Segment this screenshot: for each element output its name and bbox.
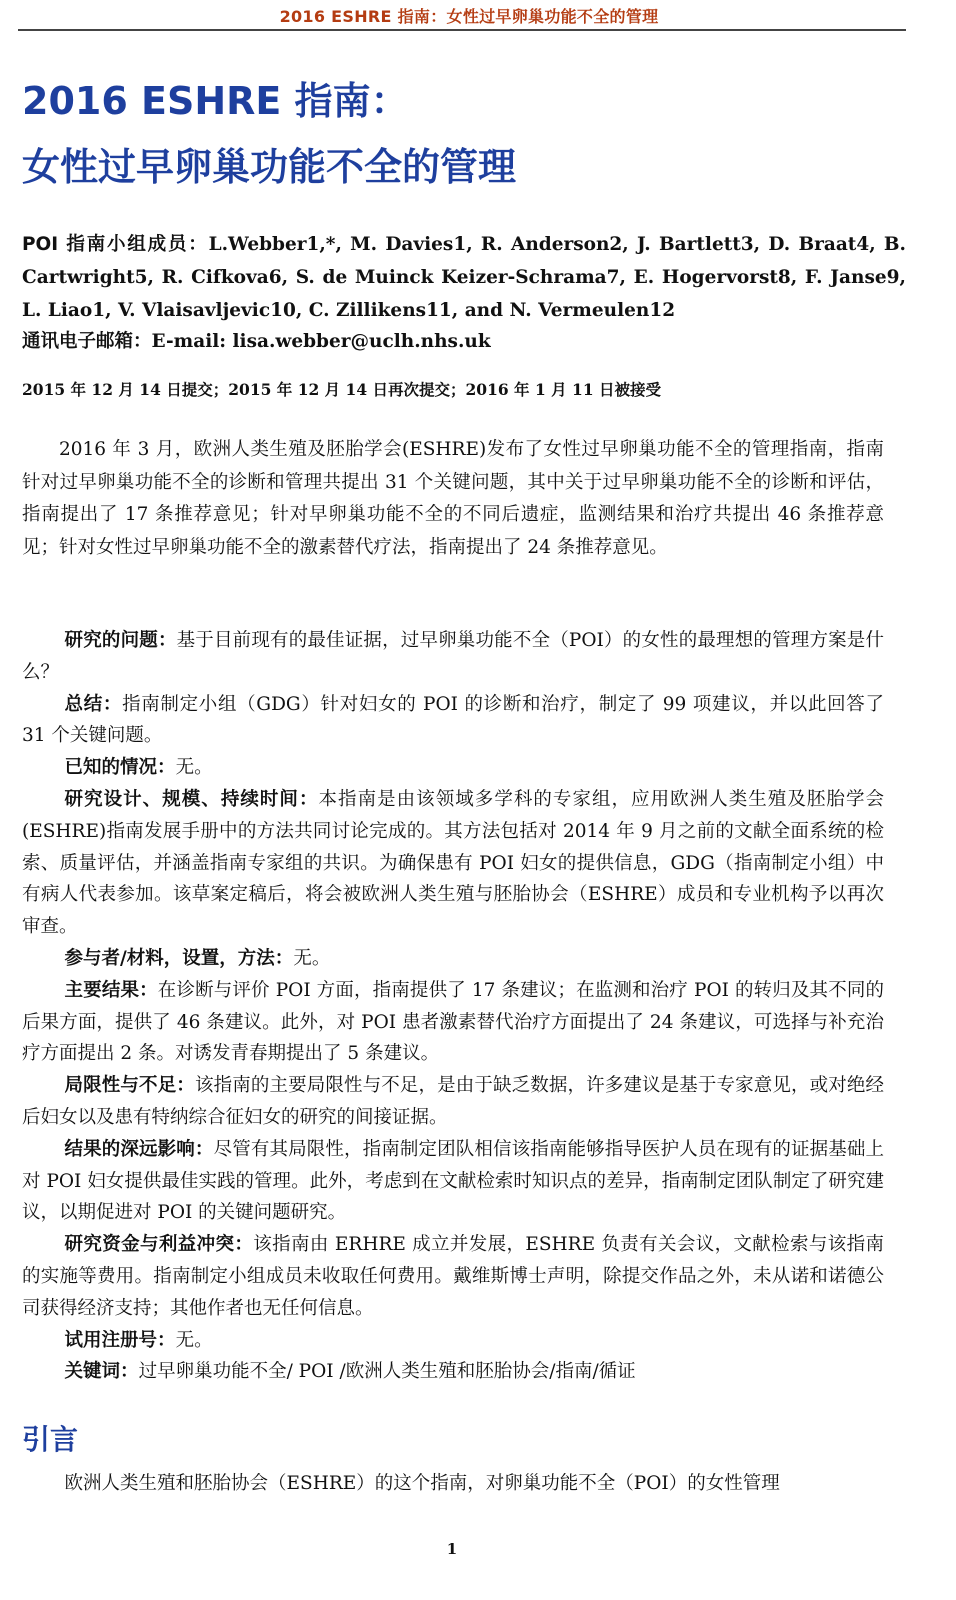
- summary-item-text: 无。: [175, 757, 213, 779]
- summary-item: [22, 1070, 884, 1134]
- summary-item-text: 指南制定小组（GDG）针对妇女的 POI 的诊断和治疗，制定了 99 项建议，并以此回答了 31 个关键问题。: [22, 693, 884, 747]
- summary-item: [22, 625, 884, 689]
- summary-item-text: 本指南是由该领域多学科的专家组，应用欧洲人类生殖及胚胎学会(ESHRE)指南发展手册中的方法共同讨论完成的。其方法包括对 2014 年 9 月之前的文献全面系统的检索、质量评估，并涵盖指南专家组的共识。为确保患有 POI 妇女的提供信息，GDG（指南制定小组）中有病人代表参加。该草案定稿后，将会被欧洲人类生殖与胚胎协会（ESHRE）成员和专业机构予以再次审查。: [22, 788, 884, 938]
- summary-item-text: 无。: [293, 947, 331, 969]
- summary-item: [22, 1356, 884, 1388]
- header-rule: [18, 29, 906, 31]
- structured-summary: [22, 625, 884, 1388]
- running-header: 2016 ESHRE 指南：女性过早卵巢功能不全的管理: [279, 7, 659, 26]
- authors-names: L.Webber1,*, M. Davies1, R. Anderson2, J. Bartlett3, D. Braat4, B. Cartwright5, R. Cifkova6, S. de Muinck Keizer-Schrama7, E. Hogervorst8, F. Janse9, L. Liao1, V. Vlaisavljevic10, C. Zillikens11, and N. Vermeulen12: [22, 234, 906, 321]
- section-body: 欧洲人类生殖和胚胎协会（ESHRE）的这个指南，对卵巢功能不全（POI）的女性管理: [64, 1473, 780, 1494]
- intro-paragraph: 2016 年 3 月，欧洲人类生殖及胚胎学会(ESHRE)发布了女性过早卵巢功能不全的管理指南，指南针对过早卵巢功能不全的诊断和管理共提出 31 个关键问题，其中关于过早卵巢功能不全的诊断和评估，指南提出了 17 条推荐意见；针对早卵巢功能不全的不同后遗症，监测结果和治疗共提出 46 条推荐意见；针对女性过早卵巢功能不全的激素替代疗法，指南提出了 24 条推荐意见。: [22, 439, 884, 558]
- summary-item-text: 基于目前现有的最佳证据，过早卵巢功能不全（POI）的女性的最理想的管理方案是什么？: [22, 630, 884, 683]
- summary-item-label: 参与者/材料，设置，方法：: [64, 947, 294, 969]
- document-title: [22, 68, 902, 200]
- title-line-1: 2016 ESHRE 指南：: [22, 79, 409, 123]
- summary-item-label: 研究设计、规模、持续时间：: [64, 788, 319, 810]
- summary-item: [22, 1134, 884, 1229]
- authors-label: POI 指南小组成员：: [22, 234, 209, 255]
- summary-item-text: 在诊断与评价 POI 方面，指南提供了 17 条建议；在监测和治疗 POI 的转归及其不同的后果方面，提供了 46 条建议。此外，对 POI 患者激素替代治疗方面提出了 24 条建议，可选择与补充治疗方面提出 2 条。对诱发青春期提出了 5 条建议。: [22, 979, 884, 1065]
- summary-item-text: 该指南的主要局限性与不足，是由于缺乏数据，许多建议是基于专家意见，或对绝经后妇女以及患有特纳综合征妇女的研究的间接证据。: [22, 1075, 884, 1128]
- summary-item-label: 研究资金与利益冲突：: [64, 1234, 254, 1256]
- email-address: E-mail: lisa.webber@uclh.nhs.uk: [151, 331, 491, 352]
- summary-item-label: 结果的深远影响：: [64, 1138, 214, 1160]
- summary-item: [22, 975, 884, 1070]
- author-list: [22, 228, 906, 327]
- summary-item-label: 总结：: [64, 693, 123, 715]
- summary-item: [22, 752, 884, 784]
- summary-item: [22, 1325, 884, 1357]
- summary-item-text: 尽管有其局限性，指南制定团队相信该指南能够指导医护人员在现有的证据基础上对 POI 妇女提供最佳实践的管理。此外，考虑到在文献检索时知识点的差异，指南制定团队制定了研究建议，以期促进对 POI 的关键问题研究。: [22, 1138, 884, 1224]
- summary-item-label: 试用注册号：: [64, 1329, 176, 1351]
- submission-dates: 2015 年 12 月 14 日提交；2015 年 12 月 14 日再次提交；2016 年 1 月 11 日被接受: [22, 380, 661, 399]
- summary-item-label: 已知的情况：: [64, 757, 176, 779]
- summary-item-label: 研究的问题：: [64, 630, 177, 651]
- summary-item: [22, 784, 884, 943]
- summary-item-label: 局限性与不足：: [64, 1075, 195, 1097]
- contact-email: [22, 325, 906, 358]
- section-heading: 引言: [22, 1423, 79, 1456]
- summary-item: [22, 943, 884, 975]
- summary-item: [22, 689, 884, 753]
- summary-item-text: 无。: [175, 1329, 213, 1351]
- title-line-2: 女性过早卵巢功能不全的管理: [22, 145, 517, 189]
- email-label: 通讯电子邮箱：: [22, 331, 152, 352]
- page-number: 1: [446, 1540, 458, 1558]
- summary-item-label: 主要结果：: [64, 979, 158, 1001]
- summary-item-text: 过早卵巢功能不全/ POI /欧洲人类生殖和胚胎协会/指南/循证: [138, 1361, 636, 1383]
- summary-item-text: 该指南由 ERHRE 成立并发展，ESHRE 负责有关会议，文献检索与该指南的实施等费用。指南制定小组成员未收取任何费用。戴维斯博士声明，除提交作品之外，未从诺和诺德公司获得经济支持；其他作者也无任何信息。: [22, 1234, 884, 1319]
- summary-item-label: 关键词：: [64, 1361, 139, 1383]
- summary-item: [22, 1229, 884, 1324]
